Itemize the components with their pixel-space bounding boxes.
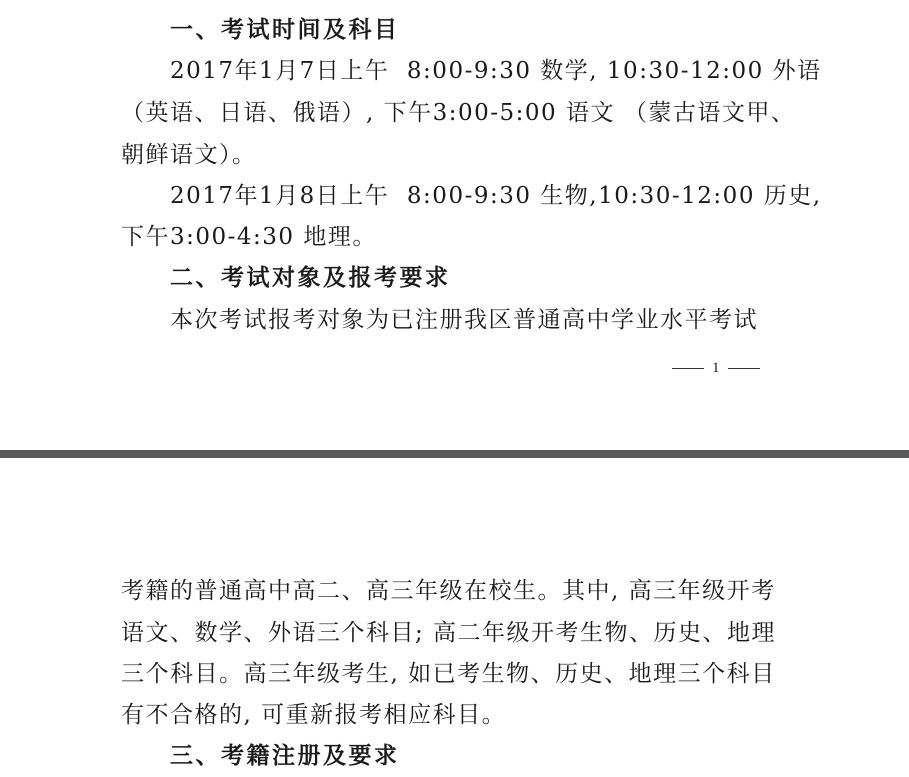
paragraph-line: 语文、数学、外语三个科目; 高二年级开考生物、历史、地理 [121, 620, 777, 646]
paragraph-line: 有不合格的, 可重新报考相应科目。 [121, 702, 507, 728]
paragraph-line: 2017年1月7日上午 8:00-9:30 数学, 10:30-12:00 外语 [170, 58, 822, 84]
paragraph-line: 三个科目。高三年级考生, 如已考生物、历史、地理三个科目 [121, 661, 776, 687]
section-heading-exam-time: 一、考试时间及科目 [170, 16, 400, 43]
paragraph-line: 本次考试报考对象为已注册我区普通高中学业水平考试 [170, 307, 758, 333]
paragraph-line: 下午3:00-4:30 地理。 [121, 224, 377, 250]
document-page-2 [0, 458, 909, 777]
section-heading-exam-targets: 二、考试对象及报考要求 [170, 264, 451, 291]
section-heading-registration: 三、考籍注册及要求 [170, 742, 400, 769]
page-number: 1 [712, 360, 720, 376]
page-footer [672, 358, 760, 378]
footer-dash-left [672, 368, 704, 369]
footer-dash-right [728, 368, 760, 369]
paragraph-line: 2017年1月8日上午 8:00-9:30 生物,10:30-12:00 历史, [170, 183, 822, 209]
paragraph-line: 考籍的普通高中高二、高三年级在校生。其中, 高三年级开考 [121, 578, 776, 604]
paragraph-line: （英语、日语、俄语）, 下午3:00-5:00 语文 （蒙古语文甲、 [121, 100, 796, 126]
paragraph-line: 朝鲜语文）。 [121, 142, 257, 168]
page-separator [0, 450, 909, 458]
